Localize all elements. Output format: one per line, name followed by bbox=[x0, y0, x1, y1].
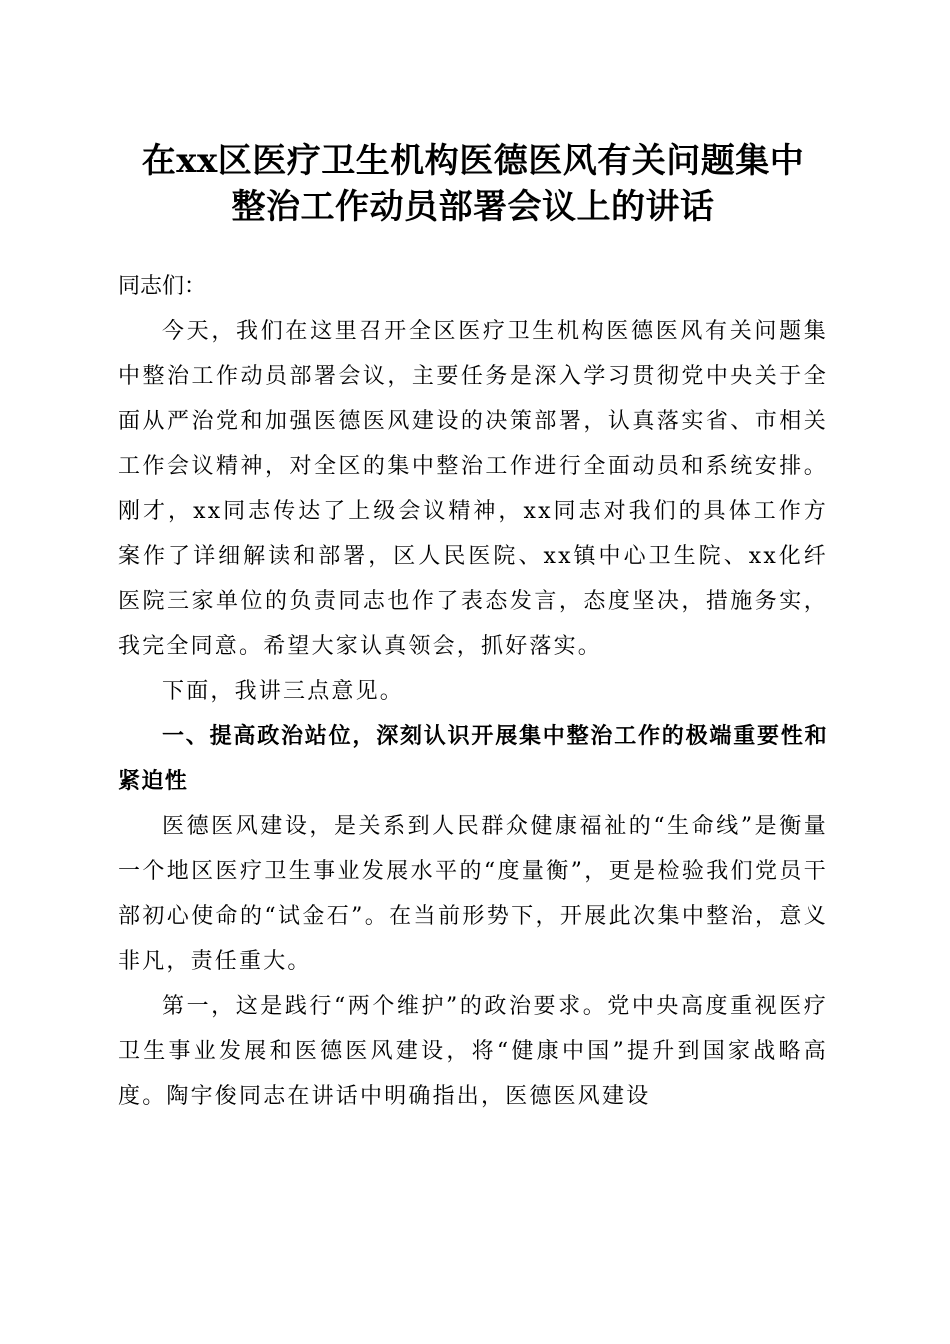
title-line-2: 整治工作动员部署会议上的讲话 bbox=[231, 187, 715, 227]
paragraph-section1-first-point: 第一，这是践行“两个维护”的政治要求。党中央高度重视医疗卫生事业发展和医德医风建设，将“健康中国”提升到国家战略高度。陶宇俊同志在讲话中明确指出，医德医风建设 bbox=[118, 994, 828, 1109]
paragraph-opening: 今天，我们在这里召开全区医疗卫生机构医德医风有关问题集中整治工作动员部署会议，主要任务是深入学习贯彻党中央关于全面从严治党和加强医德医风建设的决策部署，认真落实省、市相关工作会议精神，对全区的集中整治工作进行全面动员和系统安排。刚才，xx同志传达了上级会议精神，xx同志对我们的具体工作方案作了详细解读和部署，区人民医院、xx镇中心卫生院、xx化纤医院三家单位的负责同志也作了表态发言，态度坚决，措施务实，我完全同意。希望大家认真领会，抓好落实。 bbox=[118, 319, 828, 659]
salutation: 同志们： bbox=[118, 274, 207, 299]
paragraph-outline-intro: 下面，我讲三点意见。 bbox=[162, 679, 405, 704]
title-line-1: 在xx区医疗卫生机构医德医风有关问题集中 bbox=[141, 141, 805, 181]
paragraph-section1-intro: 医德医风建设，是关系到人民群众健康福祉的“生命线”是衡量一个地区医疗卫生事业发展水平的“度量衡”，更是检验我们党员干部初心使命的“试金石”。在当前形势下，开展此次集中整治，意义非凡，责任重大。 bbox=[118, 814, 828, 974]
document-page bbox=[118, 138, 828, 1119]
section-heading-1: 一、提高政治站位，深刻认识开展集中整治工作的极端重要性和紧迫性 bbox=[118, 724, 828, 794]
document-title bbox=[118, 138, 828, 230]
